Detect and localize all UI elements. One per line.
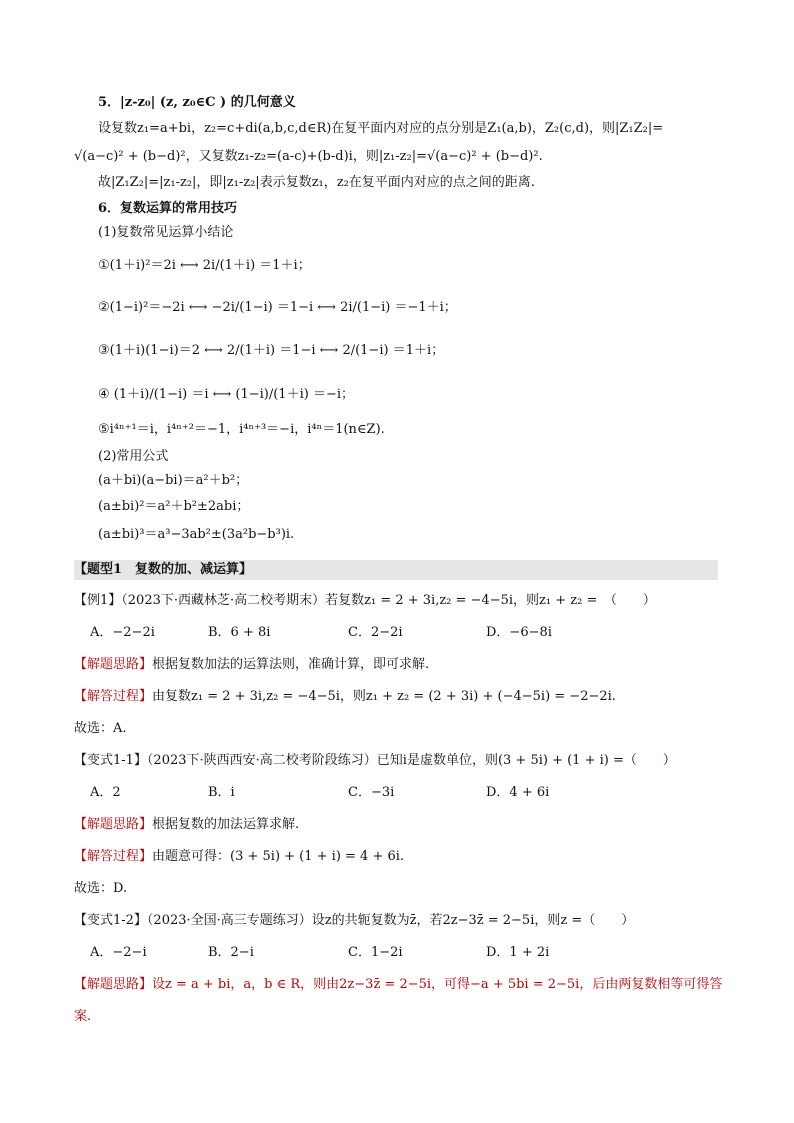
proc-label: 【解答过程】 — [74, 689, 153, 704]
section6-sub1: (1)复数常见运算小结论 — [98, 225, 234, 240]
formula-5: ⑤i⁴ⁿ⁺¹＝i，i⁴ⁿ⁺²＝−1，i⁴ⁿ⁺³＝−i，i⁴ⁿ＝1(n∈Z). — [98, 422, 385, 437]
example1-idea — [74, 656, 429, 674]
section5-heading: 5．|z-z₀| (z, z₀∈C ) 的几何意义 — [98, 95, 296, 110]
variant12-option-b: B．2−i — [208, 945, 254, 960]
variant11-answer: 故选：D. — [74, 881, 128, 896]
idea-label: 【解题思路】 — [74, 977, 153, 992]
example1-proc — [74, 688, 616, 706]
idea-text: 设z = a + bi，a，b ∈ R，则由2z−3z̄ = 2−5i，可得−a + 5bi = 2−5i，后由两复数相等可得答 — [152, 977, 723, 992]
variant12-option-a: A．−2−i — [90, 945, 147, 960]
formula-1: ①(1＋i)²＝2i ⟷ 2i/(1＋i) ＝1＋i； — [98, 258, 311, 273]
variant12-option-c: C．1−2i — [348, 945, 403, 960]
variant11-proc — [74, 848, 404, 866]
section6-heading: 6．复数运算的常用技巧 — [98, 201, 238, 216]
section5-line1: 设复数z₁=a+bi，z₂=c+di(a,b,c,d∈R)在复平面内对应的点分别是Z₁(a,b)，Z₂(c,d)，则|Z₁Z₂|= — [98, 121, 664, 136]
formula-p2: (a±bi)²＝a²＋b²±2abi； — [98, 499, 250, 514]
example1-question: 【例1】（2023下·西藏林芝·高二校考期末）若复数z₁ = 2 + 3i,z₂ = −4−5i，则z₁ + z₂ = （ ） — [74, 593, 656, 608]
idea-text: 根据复数的加法运算求解. — [152, 817, 300, 832]
formula-3: ③(1＋i)(1−i)＝2 ⟷ 2/(1＋i) ＝1−i ⟷ 2/(1−i) ＝1＋i； — [98, 343, 445, 358]
variant12-option-d: D．1 + 2i — [486, 945, 550, 960]
proc-text: 由题意可得：(3 + 5i) + (1 + i) = 4 + 6i. — [152, 849, 405, 864]
variant12-idea-cont: 案. — [74, 1009, 92, 1024]
idea-label: 【解题思路】 — [74, 657, 153, 672]
example1-answer: 故选：A. — [74, 721, 127, 736]
section5-line3: 故|Z₁Z₂|=|z₁-z₂|，即|z₁-z₂|表示复数z₁，z₂在复平面内对应的点之间的距离. — [98, 175, 535, 190]
example1-option-b: B．6 + 8i — [208, 625, 271, 640]
variant11-option-c: C．−3i — [348, 785, 395, 800]
proc-label: 【解答过程】 — [74, 849, 153, 864]
variant12-idea — [74, 976, 722, 994]
idea-text: 根据复数加法的运算法则，准确计算，即可求解. — [152, 657, 430, 672]
variant11-option-b: B．i — [208, 785, 235, 800]
section5-line2: √(a−c)² + (b−d)²，又复数z₁-z₂=(a-c)+(b-d)i，则|z₁-z₂|=√(a−c)² + (b−d)². — [74, 149, 543, 164]
variant11-option-a: A．2 — [90, 785, 121, 800]
formula-p3: (a±bi)³＝a³−3ab²±(3a²b−b³)i. — [98, 527, 295, 542]
topic-title: 【题型1 复数的加、减运算】 — [74, 562, 253, 577]
example1-option-d: D．−6−8i — [486, 625, 552, 640]
variant11-option-d: D．4 + 6i — [486, 785, 550, 800]
proc-text: 由复数z₁ = 2 + 3i,z₂ = −4−5i，则z₁ + z₂ = (2 + 3i) + (−4−5i) = −2−2i. — [152, 689, 616, 704]
variant11-idea — [74, 816, 299, 834]
formula-4: ④ (1＋i)/(1−i) ＝i ⟷ (1−i)/(1＋i) ＝−i； — [98, 387, 354, 402]
section6-sub2: (2)常用公式 — [98, 449, 169, 464]
example1-option-a: A．−2−2i — [90, 625, 155, 640]
formula-2: ②(1−i)²＝−2i ⟷ −2i/(1−i) ＝1−i ⟷ 2i/(1−i) ＝−1＋i； — [98, 300, 457, 315]
variant12-question: 【变式1-2】（2023·全国·高三专题练习）设z的共轭复数为z̄，若2z−3z̄ = 2−5i，则z =（ ） — [74, 913, 635, 928]
variant11-question: 【变式1-1】（2023下·陕西西安·高二校考阶段练习）已知i是虚数单位，则(3 + 5i) + (1 + i) =（ ） — [74, 753, 676, 768]
formula-p1: (a＋bi)(a−bi)＝a²＋b²； — [98, 473, 249, 488]
idea-label: 【解题思路】 — [74, 817, 153, 832]
example1-option-c: C．2−2i — [348, 625, 403, 640]
